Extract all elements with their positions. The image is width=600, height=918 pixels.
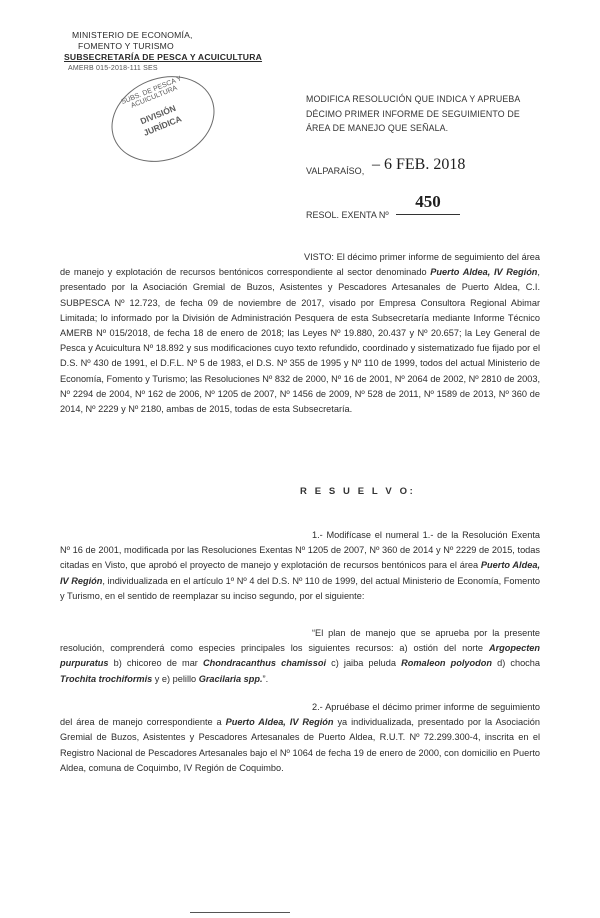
letterhead bbox=[64, 30, 304, 74]
item-1-text: 1.- Modifícase el numeral 1.- de la Resolución Exenta Nº 16 de 2001, modificada por las Resoluciones Exentas Nº 1205 de 2007, Nº 360 de 2014 y Nº 2229 de 2015, todas citadas en Visto, que aprobó el proyecto de manejo y explotación de recursos bentónicos para el área Puerto Aldea, IV Región, individualizada en el artículo 1º Nº 4 del D.S. Nº 110 de 1999, del actual Ministerio de Economía, Fomento y Turismo, en el sentido de reemplazar su inciso segundo, por el siguiente: bbox=[60, 530, 540, 601]
document-date: – 6 FEB. 2018 bbox=[372, 156, 466, 173]
document-title: MODIFICA RESOLUCIÓN QUE INDICA Y APRUEBA DÉCIMO PRIMER INFORME DE SEGUIMIENTO DE ÁREA DE MANEJO QUE SEÑALA. bbox=[306, 94, 520, 133]
place-label: VALPARAÍSO, bbox=[306, 166, 365, 176]
ministry-name: MINISTERIO DE ECONOMÍA, bbox=[72, 30, 193, 40]
resolution-number: 450 bbox=[415, 192, 441, 211]
reference-code: AMERB 015-2018-111 SES bbox=[68, 65, 158, 72]
resolution-underline bbox=[396, 214, 460, 215]
item-2-text: 2.- Apruébase el décimo primer informe de seguimiento del área de manejo correspondiente a Puerto Aldea, IV Región ya individualizada, presentado por la Asociación Gremial de Buzos, Asistentes y Pescadores Artesanales de Puerto Aldea, R.U.T. Nº 72.299.300-4, inscrita en el Registro Nacional de Pescadores Artesanales bajo el Nº 1064 de fecha 19 de enero de 2000, con domicilio en Puerto Aldea, comuna de Coquimbo, IV Región de Coquimbo. bbox=[60, 702, 540, 773]
stamp-center-text: DIVISIÓN JURÍDICA bbox=[138, 102, 183, 138]
stamp-ring-text: SUBS. DE PESCA Y ACUICULTURA bbox=[120, 75, 183, 110]
resolution-item-2 bbox=[60, 700, 540, 776]
ministry-name-2: FOMENTO Y TURISMO bbox=[78, 41, 174, 51]
quote-text: “El plan de manejo que se aprueba por la presente resolución, comprenderá como especies principales los siguientes recursos: a) ostión del norte Argopecten purpuratus b) chicoreo de mar Chondracanthus chamissoi c) jaiba peluda Romaleon polyodon d) chocha Trochita trochiformis y e) pelillo Gracilaria spp.”. bbox=[60, 628, 540, 684]
subsecretaria-name: SUBSECRETARÍA DE PESCA Y ACUICULTURA bbox=[64, 52, 263, 62]
resolution-item-1 bbox=[60, 528, 540, 604]
visto-section bbox=[60, 250, 540, 417]
visto-paragraph bbox=[60, 250, 540, 417]
replacement-text bbox=[60, 626, 540, 687]
scan-edge-line bbox=[190, 912, 290, 913]
resolution-label: RESOL. EXENTA Nº bbox=[306, 210, 389, 220]
division-stamp bbox=[99, 61, 228, 177]
resuelvo-heading: R E S U E L V O: bbox=[300, 486, 416, 497]
visto-text: VISTO: El décimo primer informe de seguimiento del área de manejo y explotación de recursos bentónicos correspondiente al sector denominado Puerto Aldea, IV Región, presentado por la Asociación Gremial de Buzos, Asistentes y Pescadores Artesanales de Puerto Aldea, C.I. SUBPESCA Nº 12.723, de fecha 09 de noviembre de 2017, visado por Empresa Consultora Regional Abimar Limitada; lo informado por la División de Administración Pesquera de esta Subsecretaría mediante Informe Técnico AMERB Nº 015/2018, de fecha 18 de enero de 2018; las Leyes Nº 19.880, 20.437 y Nº 20.657; la Ley General de Pesca y Acuicultura Nº 18.892 y sus modificaciones cuyo texto refundido, coordinado y sistematizado fue fijado por el D.S. Nº 430 de 1991, el D.F.L. Nº 5 de 1983, el D.S. Nº 355 de 1995 y Nº 110 de 1999, todos del actual Ministerio de Economía, Fomento y Turismo; las Resoluciones Nº 832 de 2000, Nº 16 de 2001, Nº 2064 de 2002, Nº 2810 de 2003, Nº 2294 de 2004, Nº 162 de 2006, Nº 1205 de 2007, Nº 1456 de 2009, Nº 528 de 2011, Nº 1589 de 2013, Nº 360 de 2014, Nº 2229 y Nº 2180, ambas de 2015, todas de esta Subsecretaría. bbox=[60, 252, 540, 415]
